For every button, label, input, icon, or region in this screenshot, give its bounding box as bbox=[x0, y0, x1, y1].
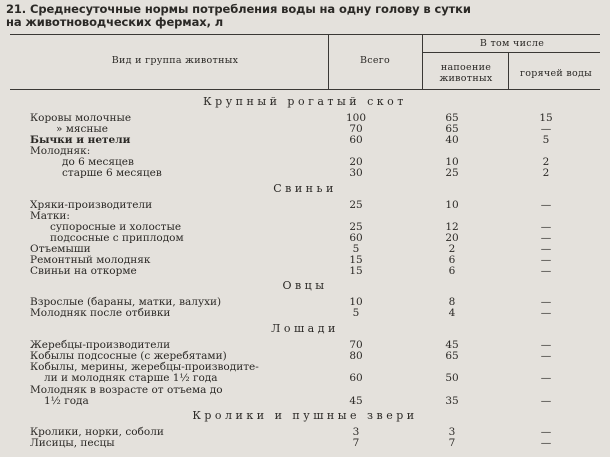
value-hot: 5 bbox=[542, 134, 550, 146]
value-drink: 65 bbox=[445, 350, 459, 362]
table-row bbox=[0, 307, 610, 319]
table-row bbox=[0, 437, 610, 449]
row-label: Кобылы подсосные (с жеребятами) bbox=[30, 350, 227, 362]
value-total: 60 bbox=[349, 134, 363, 146]
value-hot: — bbox=[540, 307, 552, 319]
header-kind: Вид и группа животных bbox=[111, 55, 239, 66]
value-hot: — bbox=[540, 254, 552, 266]
header-including: В том числе bbox=[479, 38, 545, 49]
value-drink: 40 bbox=[445, 134, 459, 146]
row-label: Взрослые (бараны, матки, валухи) bbox=[30, 296, 222, 308]
value-drink: 4 bbox=[448, 307, 456, 319]
header-divider-3 bbox=[508, 52, 509, 90]
value-total: 30 bbox=[349, 167, 363, 179]
value-drink: 10 bbox=[445, 156, 459, 168]
value-drink: 3 bbox=[448, 426, 456, 438]
value-hot: 15 bbox=[539, 112, 553, 124]
row-label: Ремонтный молодняк bbox=[30, 254, 151, 266]
row-label: Жеребцы-производители bbox=[30, 339, 171, 351]
header-bottom-rule bbox=[10, 89, 600, 90]
row-label: до 6 месяцев bbox=[62, 156, 134, 168]
value-total: 5 bbox=[352, 243, 360, 255]
row-label: » мясные bbox=[56, 123, 109, 135]
value-total: 5 bbox=[352, 307, 360, 319]
row-label-line-1: Кобылы, мерины, жеребцы-производите- bbox=[30, 361, 259, 373]
section-sheep: Овцы bbox=[282, 279, 328, 292]
row-label: Лисицы, песцы bbox=[30, 437, 115, 449]
value-total: 10 bbox=[349, 296, 363, 308]
value-total: 15 bbox=[349, 254, 363, 266]
value-drink: 65 bbox=[445, 112, 459, 124]
table-row bbox=[0, 265, 610, 277]
row-label: Коровы молочные bbox=[30, 112, 132, 124]
value-hot: 2 bbox=[542, 156, 550, 168]
header-drink-line-1: напоение bbox=[440, 62, 492, 73]
value-drink: 10 bbox=[445, 199, 459, 211]
value-drink: 6 bbox=[448, 254, 456, 266]
table-row bbox=[0, 395, 610, 407]
value-drink: 6 bbox=[448, 265, 456, 277]
row-label: старше 6 месяцев bbox=[62, 167, 162, 179]
value-total: 3 bbox=[352, 426, 360, 438]
value-hot: — bbox=[540, 339, 552, 351]
row-label-line-1: Молодняк в возрасте от отъема до bbox=[30, 384, 223, 396]
value-drink: 7 bbox=[448, 437, 456, 449]
value-total: 20 bbox=[349, 156, 363, 168]
row-label-line-2: ли и молодняк старше 1½ года bbox=[44, 372, 218, 384]
row-label: подсосные с приплодом bbox=[50, 232, 184, 244]
row-label: Молодняк после отбивки bbox=[30, 307, 171, 319]
value-drink: 35 bbox=[445, 395, 459, 407]
header-drink bbox=[424, 62, 508, 84]
row-label: Кролики, норки, соболи bbox=[30, 426, 164, 438]
table-row bbox=[0, 167, 610, 179]
value-hot: — bbox=[540, 232, 552, 244]
row-label: Молодняк: bbox=[30, 145, 91, 157]
value-hot: — bbox=[540, 437, 552, 449]
subheader-rule bbox=[422, 52, 600, 53]
row-label: супоросные и холостые bbox=[50, 221, 182, 233]
value-hot: — bbox=[540, 296, 552, 308]
value-total: 7 bbox=[352, 437, 360, 449]
value-hot: — bbox=[540, 199, 552, 211]
value-total: 25 bbox=[349, 199, 363, 211]
header-top-rule bbox=[10, 34, 600, 35]
header-total: Всего bbox=[359, 55, 391, 66]
value-hot: — bbox=[540, 350, 552, 362]
header-divider-2 bbox=[422, 34, 423, 90]
value-hot: — bbox=[540, 243, 552, 255]
table-title bbox=[6, 3, 606, 29]
section-pigs: Свиньи bbox=[273, 182, 337, 195]
value-total: 60 bbox=[349, 372, 363, 384]
value-total: 25 bbox=[349, 221, 363, 233]
title-line-2: на животноводческих фермах, л bbox=[6, 15, 224, 29]
value-total: 70 bbox=[349, 339, 363, 351]
value-drink: 50 bbox=[445, 372, 459, 384]
value-drink: 20 bbox=[445, 232, 459, 244]
section-horses: Лошади bbox=[271, 322, 339, 335]
value-drink: 25 bbox=[445, 167, 459, 179]
row-label-line-2: 1½ года bbox=[44, 395, 89, 407]
value-drink: 2 bbox=[448, 243, 456, 255]
value-hot: — bbox=[540, 221, 552, 233]
header-hot: горячей воды bbox=[519, 68, 593, 79]
header-divider-1 bbox=[328, 34, 329, 90]
value-hot: — bbox=[540, 123, 552, 135]
table-row bbox=[0, 372, 610, 384]
value-hot: — bbox=[540, 426, 552, 438]
title-line-1: 21. Среднесуточные нормы потребления воды на одну голову в сутки bbox=[6, 2, 471, 16]
value-drink: 8 bbox=[448, 296, 456, 308]
section-rabbits: Кролики и пушные звери bbox=[192, 409, 418, 422]
value-total: 100 bbox=[345, 112, 367, 124]
row-label: Матки: bbox=[30, 210, 70, 222]
header-drink-line-2: животных bbox=[439, 73, 493, 84]
row-label: Отъемыши bbox=[30, 243, 91, 255]
row-label: Хряки-производители bbox=[30, 199, 153, 211]
value-hot: — bbox=[540, 372, 552, 384]
value-drink: 12 bbox=[445, 221, 459, 233]
value-hot: 2 bbox=[542, 167, 550, 179]
value-total: 80 bbox=[349, 350, 363, 362]
value-drink: 45 bbox=[445, 339, 459, 351]
value-hot: — bbox=[540, 395, 552, 407]
row-label: Свиньи на откорме bbox=[30, 265, 137, 277]
value-hot: — bbox=[540, 265, 552, 277]
value-total: 70 bbox=[349, 123, 363, 135]
value-drink: 65 bbox=[445, 123, 459, 135]
value-total: 15 bbox=[349, 265, 363, 277]
row-label: Бычки и нетели bbox=[30, 134, 131, 146]
value-total: 60 bbox=[349, 232, 363, 244]
section-cattle: Крупный рогатый скот bbox=[203, 95, 407, 108]
value-total: 45 bbox=[349, 395, 363, 407]
